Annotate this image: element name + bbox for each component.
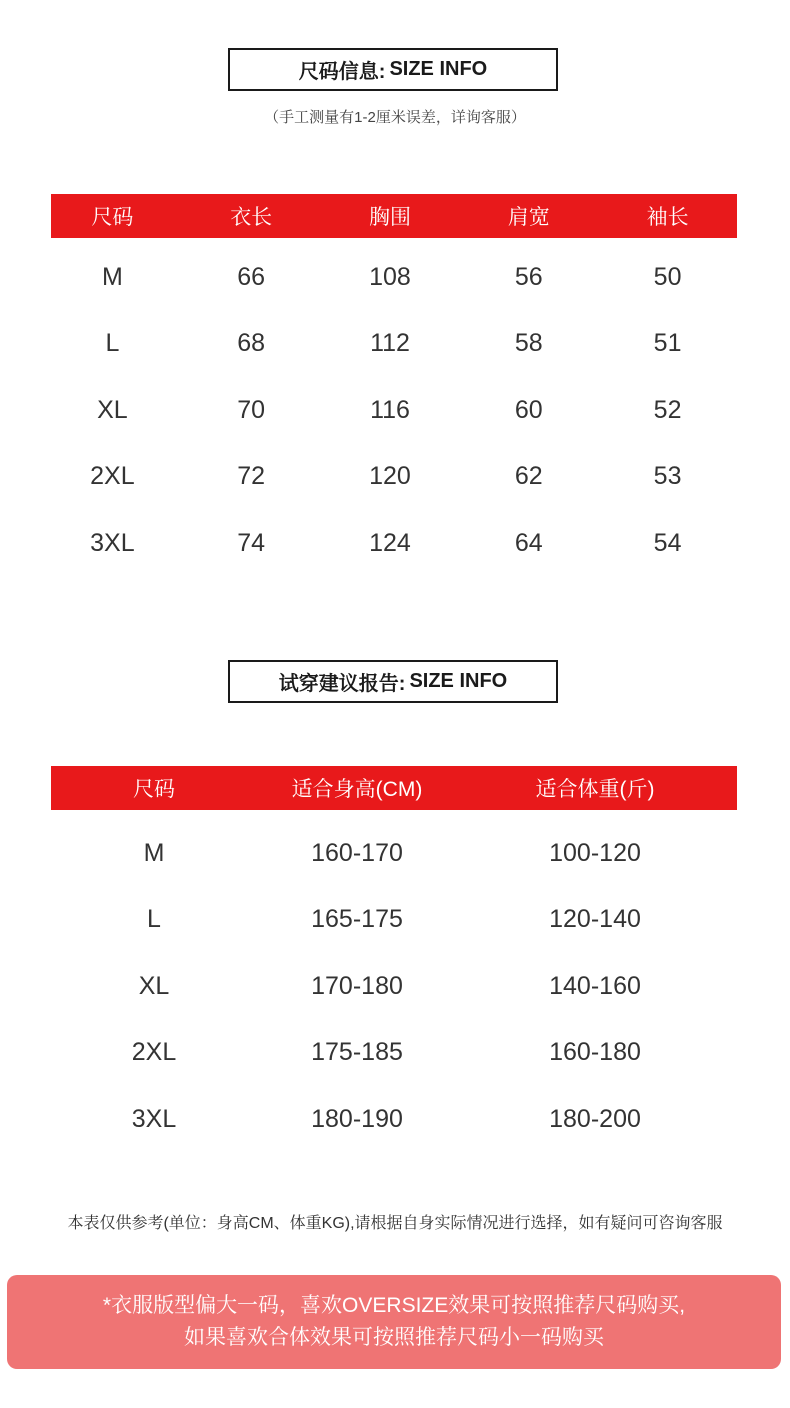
cell: 70 — [237, 395, 266, 424]
banner-line-1: *衣服版型偏大一码，喜欢OVERSIZE效果可按照推荐尺码购买, — [102, 1294, 686, 1317]
cell: 100-120 — [549, 838, 641, 867]
cell: 140-160 — [549, 971, 641, 1000]
header-size: 尺码 — [91, 206, 134, 229]
cell: 62 — [514, 462, 543, 491]
cell: 124 — [369, 528, 411, 557]
table-row — [51, 244, 737, 311]
cell: 175-185 — [311, 1038, 403, 1067]
cell: 120 — [369, 462, 411, 491]
table-row — [51, 1086, 737, 1153]
cell: 74 — [237, 528, 266, 557]
header-sleeve: 袖长 — [646, 206, 689, 229]
cell: 51 — [653, 329, 682, 358]
banner-line-2: 如果喜欢合体效果可按照推荐尺码小一码购买 — [184, 1326, 604, 1349]
cell: 58 — [514, 329, 543, 358]
fit-report-title-en: SIZE INFO — [409, 670, 508, 692]
fit-report-title-zh: 试穿建议报告: — [278, 673, 406, 695]
cell: 120-140 — [549, 905, 641, 934]
table-row — [51, 444, 737, 511]
table-row — [51, 953, 737, 1020]
cell: 64 — [514, 528, 543, 557]
header-height: 适合身高(CM) — [291, 778, 423, 801]
cell: 180-190 — [311, 1104, 403, 1133]
size-info-title-en: SIZE INFO — [389, 58, 488, 80]
header-length: 衣长 — [230, 206, 273, 229]
cell: 165-175 — [311, 905, 403, 934]
cell: L — [147, 905, 161, 934]
size-info-title-zh: 尺码信息: — [298, 61, 386, 83]
size-info-title — [228, 48, 558, 91]
cell: 52 — [653, 395, 682, 424]
fit-table — [51, 766, 737, 1153]
header-shoulder: 肩宽 — [507, 206, 550, 229]
fit-table-header — [51, 766, 737, 810]
table-row — [51, 887, 737, 954]
cell: 54 — [653, 528, 682, 557]
cell: M — [101, 262, 123, 291]
header-size: 尺码 — [133, 778, 175, 801]
fit-report-title — [228, 660, 558, 703]
cell: 170-180 — [311, 971, 403, 1000]
table-row — [51, 377, 737, 444]
cell: 160-180 — [549, 1038, 641, 1067]
header-weight: 适合体重(斤) — [535, 778, 655, 801]
cell: 108 — [369, 262, 411, 291]
cell: 2XL — [131, 1038, 177, 1067]
cell: 66 — [237, 262, 266, 291]
cell: 72 — [237, 462, 266, 491]
table-row — [51, 1020, 737, 1087]
cell: M — [143, 838, 165, 867]
cell: 3XL — [131, 1104, 177, 1133]
cell: XL — [97, 395, 128, 424]
cell: 3XL — [90, 528, 135, 557]
fit-advice-banner — [7, 1275, 781, 1369]
cell: 56 — [514, 262, 543, 291]
measurement-note: （手工测量有1-2厘米误差，详询客服） — [264, 109, 526, 126]
cell: 53 — [653, 462, 682, 491]
cell: L — [105, 329, 120, 358]
table-row — [51, 311, 737, 378]
cell: 60 — [514, 395, 543, 424]
cell: 160-170 — [311, 838, 403, 867]
cell: 112 — [370, 329, 410, 358]
cell: 2XL — [90, 462, 135, 491]
cell: XL — [138, 971, 170, 1000]
cell: 50 — [653, 262, 682, 291]
size-table — [51, 194, 737, 577]
table-row — [51, 820, 737, 887]
size-table-header — [51, 194, 737, 238]
cell: 116 — [370, 395, 410, 424]
header-chest: 胸围 — [368, 206, 411, 229]
reference-note: 本表仅供参考(单位：身高CM、体重KG),请根据自身实际情况进行选择，如有疑问可咨询客服 — [67, 1215, 723, 1232]
cell: 180-200 — [549, 1104, 641, 1133]
table-row — [51, 510, 737, 577]
cell: 68 — [237, 329, 266, 358]
